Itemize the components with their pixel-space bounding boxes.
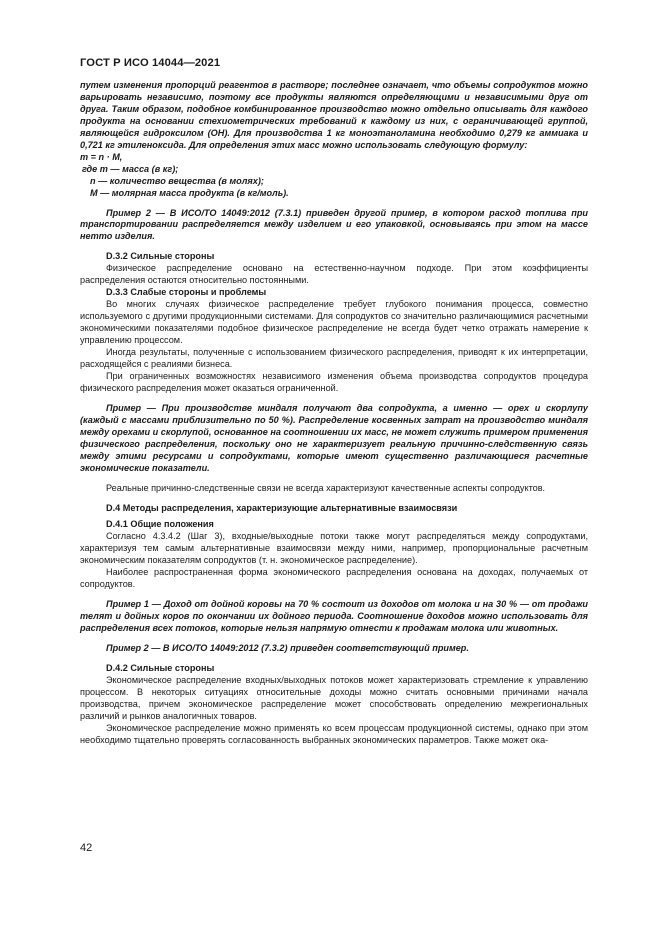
formula-legend-n: n — количество вещества (в молях); (90, 175, 264, 186)
example-2-iso: Пример 2 — В ИСО/ТО 14049:2012 (7.3.2) приведен соответствующий пример. (106, 643, 469, 654)
heading-d4: D.4 Методы распределения, характеризующие альтернативные взаимосвязи (106, 502, 458, 513)
example-intro-continued: путем изменения пропорций реагентов в растворе; последнее означает, что объемы сопродуктов можно варьировать независимо, поэтому все продукты являются определяющими и независимыми друг от друга. Таким образом, подобное комбинированное производство можно отдельно описывать для каждого продукта на основании стехиометрических требований к каждому из них, с ограничивающей группой, являющейся гидроксилом (ОН). Для производства 1 кг моноэтаноламина необходимо 0,279 кг аммиака и 0,721 кг этиленоксида. Для определения этих масс можно использовать следующую формулу: (80, 80, 588, 150)
heading-d42: D.4.2 Сильные стороны (106, 662, 215, 673)
formula-legend-M: M — молярная масса продукта (в кг/моль). (90, 187, 289, 198)
paragraph-d33-1: Во многих случаях физическое распределение требует глубокого понимания процесса, совместно используемого с другими продукционными системами. Для сопродуктов со значительно различающимися расчетными экономическими показателями подобное физическое распределение не всегда будет четко отражать намерение к управлению процессом. (80, 299, 588, 346)
heading-d33: D.3.3 Слабые стороны и проблемы (106, 287, 267, 298)
formula-legend-m: где m — масса (в кг); (82, 163, 179, 174)
example-2-transport: Пример 2 — В ИСО/ТО 14049:2012 (7.3.1) приведен другой пример, в котором расход топлива при транспортировании распределяется между изделием и его упаковкой, основываясь при этом на массе нетто изделия. (80, 207, 588, 242)
paragraph-d32: Физическое распределение основано на естественно-научном подходе. При этом коэффициенты распределения остаются относительно постоянными. (80, 263, 588, 286)
paragraph-real-links: Реальные причинно-следственные связи не всегда характеризуют качественные аспекты сопродуктов. (106, 482, 546, 493)
paragraph-d42-2: Экономическое распределение можно применять ко всем процессам продукционной системы, однако при этом необходимо тщательно проверять согласованность выбранных экономических параметров. Также может ока- (80, 722, 588, 745)
mass-formula: m = n · M, (80, 151, 123, 162)
example-almond: Пример — При производстве миндаля получают два сопродукта, а именно — орех и скорлупу (каждый с массами приблизительно по 50 %). Распределение косвенных затрат на производство миндаля между орехами и скорлупой, основанное на соотношении их масс, не может служить примером применения физического распределения, поскольку оно не характеризует реальную причинно-следственную связь между этими ресурсами и сопродуктами, которые имеют существенно различающиеся расчетные экономические показатели. (80, 402, 589, 473)
heading-d41: D.4.1 Общие положения (106, 519, 214, 530)
paragraph-d42-1: Экономическое распределение входных/выходных потоков может характеризовать стремление к управлению процессом. В некоторых ситуациях относительные доходы можно считать основными причинами начала производства, причем экономическое распределение может способствовать определению межрегиональных различий и рынков аналогичных товаров. (80, 674, 588, 721)
paragraph-d33-2: Иногда результаты, полученные с использованием физического распределения, приводят к их интерпретации, расходящейся с реалиями бизнеса. (80, 347, 588, 369)
example-1-cow: Пример 1 — Доход от дойной коровы на 70 % состоит из доходов от молока и на 30 % — от продажи телят и дойных коров по окончании их дойного периода. Соотношение доходов можно использовать для распределения всех потоков, которые нельзя напрямую отнести к продажам молока или животных. (80, 599, 588, 634)
document-header: ГОСТ Р ИСО 14044—2021 (80, 57, 221, 69)
paragraph-d33-3: При ограниченных возможностях независимого изменения объема производства сопродуктов процедура физического распределения может оказаться ограниченной. (80, 370, 588, 393)
paragraph-d41-1: Согласно 4.3.4.2 (Шаг 3), входные/выходные потоки также могут распределяться между сопродуктами, характеризуя тем самым альтернативные взаимосвязи между ними, например, пропорциональные расчетным экономическим показателям сопродуктов (т. н. экономическое распределение). (80, 531, 588, 566)
page-number: 42 (80, 842, 93, 854)
paragraph-d41-2: Наиболее распространенная форма экономического распределения основана на доходах, получаемых от сопродуктов. (80, 567, 588, 590)
page-body (80, 80, 588, 747)
heading-d32: D.3.2 Сильные стороны (106, 251, 215, 262)
